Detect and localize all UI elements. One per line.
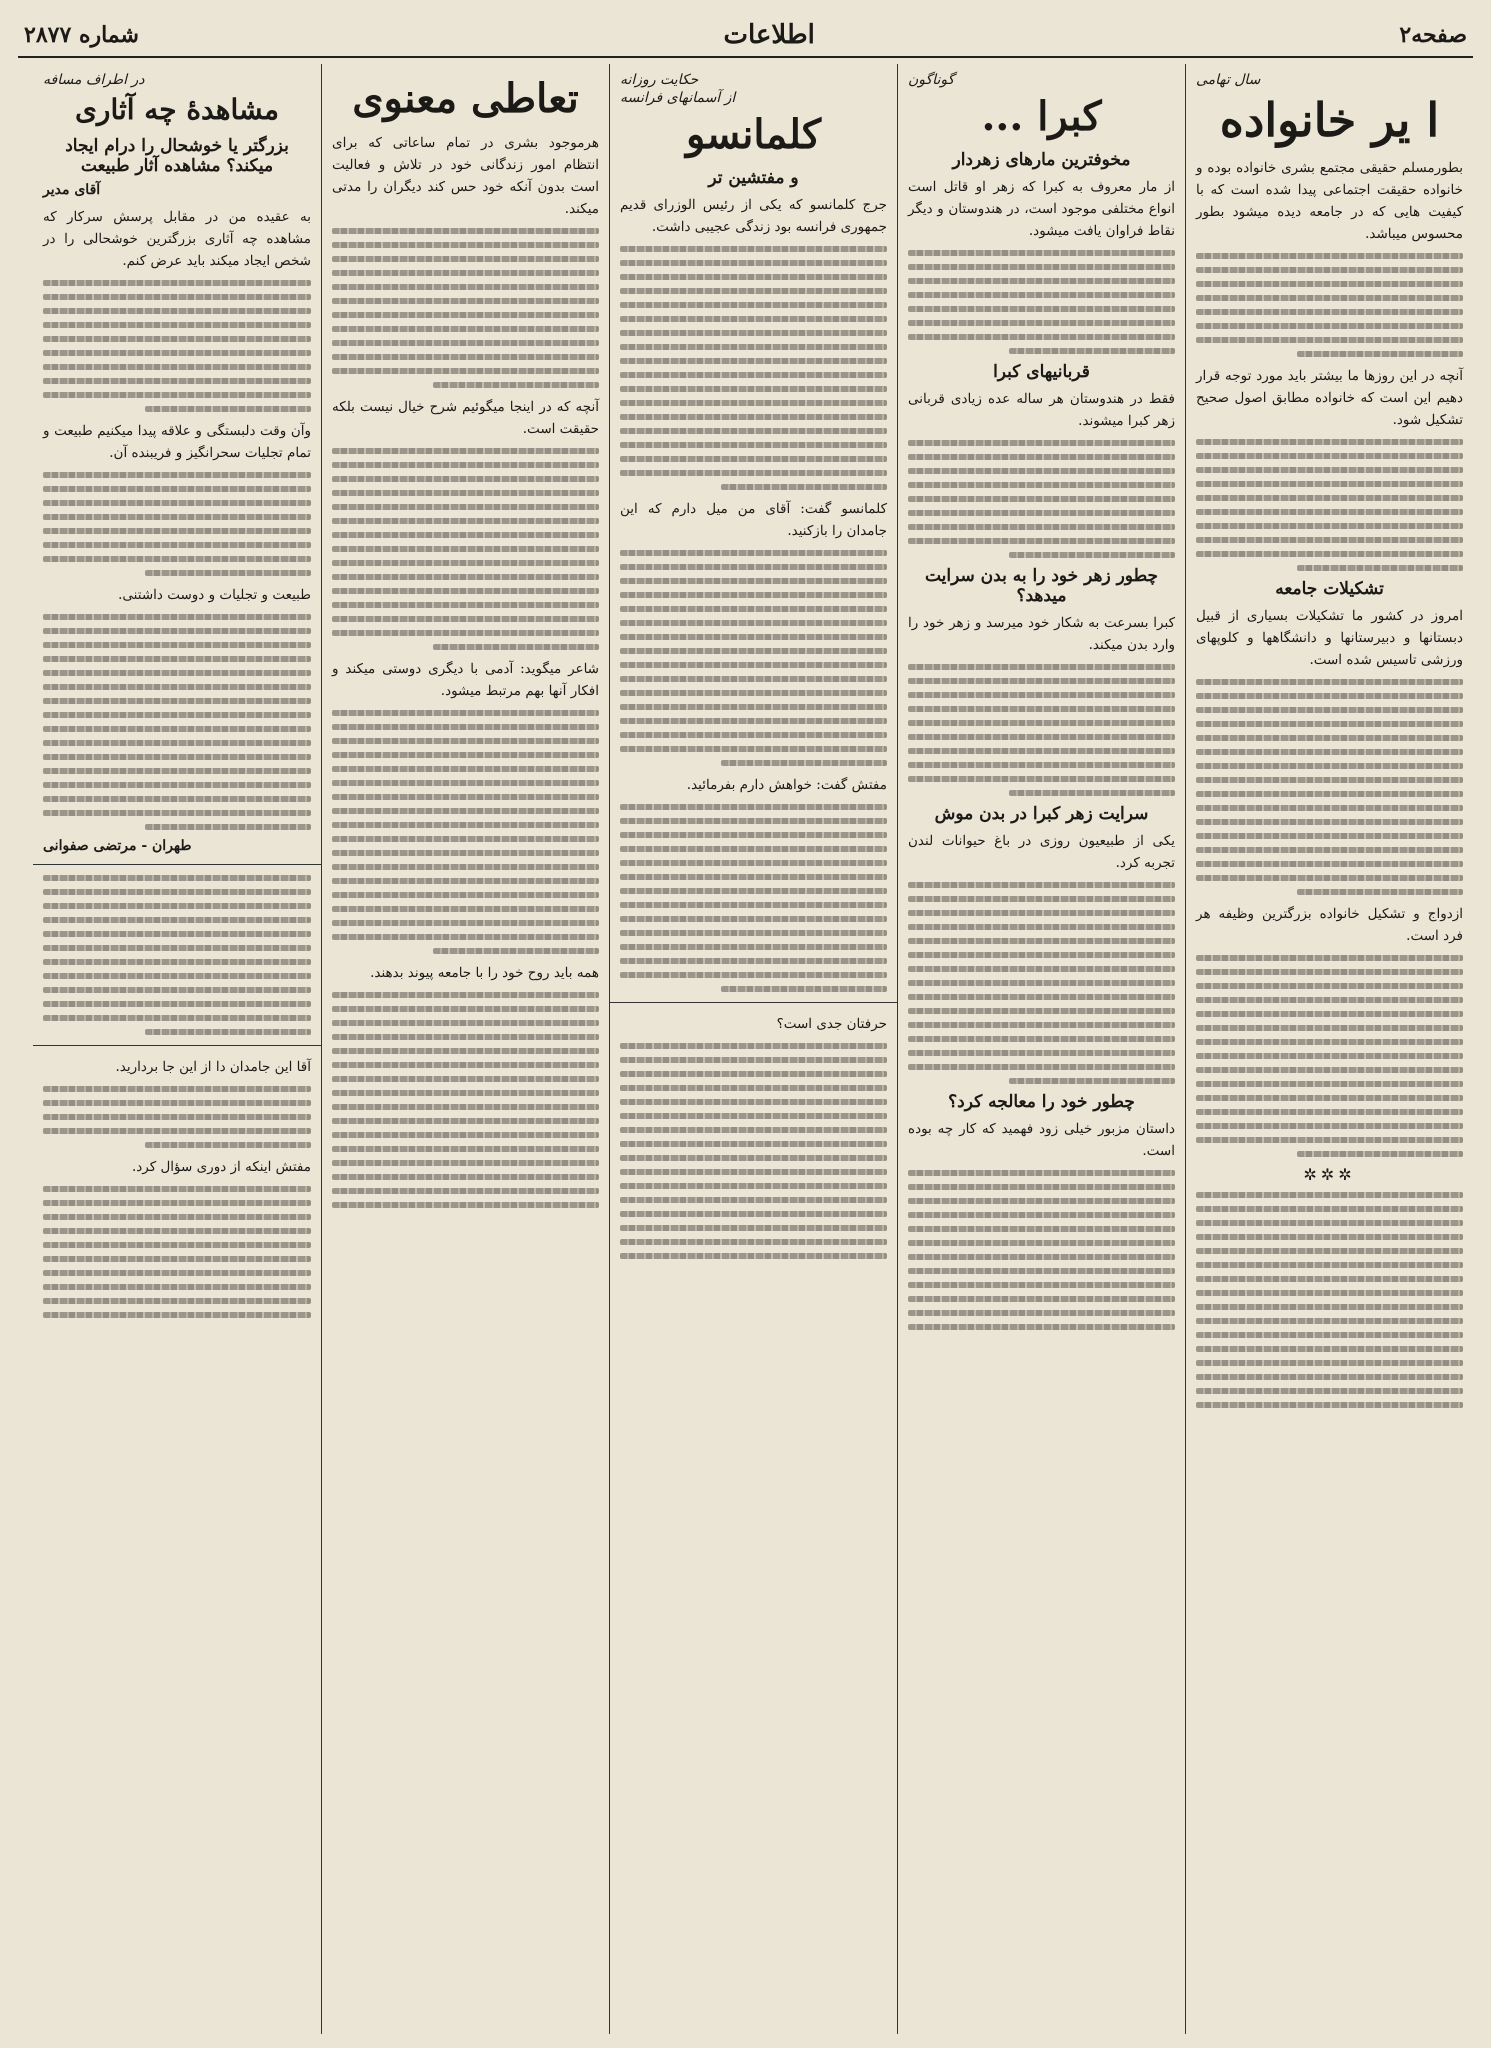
section-separator: ✲✲✲	[1303, 1164, 1356, 1184]
column-cobra	[897, 64, 1185, 2034]
text-block	[1196, 439, 1463, 571]
article-paragraph: جرج کلمانسو که یکی از رئیس الوزرای قدیم جمهوری فرانسه بود زندگی عجیبی داشت.	[620, 197, 887, 235]
page-label: صفحه۲	[1399, 22, 1467, 48]
text-block	[908, 250, 1175, 354]
article-paragraph: از مار معروف به کبرا که زهر او قاتل است انواع مختلفی موجود است، در هندوستان و دیگر نقاط فراوان یافت میشود.	[908, 179, 1175, 239]
article-subheading: قربانیهای کبرا	[993, 362, 1090, 382]
column-kicker: در اطراف مسافه	[43, 72, 145, 88]
column-kicker: سال تهامی	[1196, 72, 1261, 88]
text-block	[620, 1043, 887, 1259]
text-block	[1196, 1192, 1463, 1408]
column-kicker: حکایت روزانه	[620, 72, 699, 88]
article-subheading: مخوفترین مارهای زهردار	[952, 150, 1131, 170]
article-paragraph: امروز در کشور ما تشکیلات بسیاری از قبیل دبستانها و دبیرستانها و دانشگاهها و کلوپهای ورزشی تاسیس شده است.	[1196, 607, 1463, 668]
article-subheading: چطور زهر خود را به بدن سرایت میدهد؟	[924, 566, 1159, 606]
article-paragraph: کبرا بسرعت به شکار خود میرسد و زهر خود را وارد بدن میکند.	[908, 615, 1175, 653]
article-paragraph: یکی از طبیعیون روزی در باغ حیوانات لندن تجربه کرد.	[908, 833, 1175, 871]
article-paragraph: بطورمسلم حقیقی مجتمع بشری خانواده بوده و خانواده حقیقت اجتماعی پیدا شده است که با کیفیت هایی که در جامعه دیده میشود بطور محسوس میباشد.	[1196, 159, 1463, 242]
text-block	[332, 992, 599, 1208]
text-block	[620, 804, 887, 992]
text-block	[332, 228, 599, 388]
text-block	[908, 882, 1175, 1084]
column-nature	[33, 64, 321, 2034]
article-paragraph: هرموجود بشری در تمام ساعاتی که برای انتظام امور زندگانی خود در تلاش و فعالیت است بدون آنکه خود حس کند دیگران را مدتی میکند.	[332, 135, 599, 217]
paper-name: اطلاعات	[723, 20, 815, 50]
article-byline: آقای مدیر	[43, 182, 101, 199]
article-paragraph: مفتش اینکه از دوری سؤال کرد.	[132, 1159, 311, 1176]
issue-label: شماره ۲۸۷۷	[24, 22, 139, 48]
text-block	[908, 664, 1175, 796]
article-paragraph: فقط در هندوستان هر ساله عده زیادی قربانی زهر کبرا میشوند.	[908, 391, 1175, 429]
column-family	[1185, 64, 1473, 2034]
article-paragraph: حرفتان جدی است؟	[776, 1016, 887, 1032]
article-paragraph: به عقیده من در مقابل پرسش سرکار که مشاهده چه آثاری بزرگترین خوشحالی را در شخص ایجاد میکند باید عرض کنم.	[43, 209, 311, 270]
article-headline: تعاطی معنوی	[352, 75, 579, 122]
article-signature: طهران - مرتضی صفوانی	[43, 838, 192, 855]
text-block	[43, 1086, 311, 1148]
article-paragraph: ازدواج و تشکیل خانواده بزرگترین وظیفه هر فرد است.	[1196, 905, 1463, 944]
article-paragraph: همه باید روح خود را با جامعه پیوند بدهند.	[370, 965, 599, 981]
text-block	[43, 280, 311, 412]
text-block	[1196, 955, 1463, 1157]
column-divider	[610, 1002, 897, 1003]
column-divider	[33, 1045, 321, 1046]
article-paragraph: مفتش گفت: خواهش دارم بفرمائید.	[686, 777, 887, 793]
text-block	[1196, 253, 1463, 357]
article-paragraph: وآن وقت دلبستگی و علاقه پیدا میکنیم طبیعت و تمام تجلیات سحرانگیز و فریبنده آن.	[43, 423, 311, 462]
text-block	[332, 710, 599, 954]
article-paragraph: شاعر میگوید: آدمی با دیگری دوستی میکند و افکار آنها بهم مرتبط میشود.	[332, 661, 599, 699]
column-divider	[33, 864, 321, 865]
article-subheading: و مفتشین تر	[708, 168, 799, 188]
article-headline: ا یر خانواده	[1219, 93, 1440, 147]
article-headline: کلمانسو	[685, 111, 822, 158]
article-paragraph: آنچه در این روزها ما بیشتر باید مورد توجه قرار دهیم این است که خانواده مطابق اصول صحیح تشکیل شود.	[1196, 367, 1463, 428]
columns	[18, 64, 1473, 2034]
article-headline: کبرا ...	[981, 93, 1102, 140]
column-kicker: گوناگون	[908, 72, 955, 88]
text-block	[43, 875, 311, 1035]
article-paragraph: داستان مزبور خیلی زود فهمید که کار چه بوده است.	[908, 1121, 1175, 1159]
column-spiritual	[321, 64, 609, 2034]
article-subheading: بزرگتر یا خوشحال را درام ایجاد میکند؟ مشاهده آثار طبیعت	[65, 136, 289, 177]
column-kicker-secondary: از آسمانهای فرانسه	[620, 90, 736, 106]
article-paragraph: کلمانسو گفت: آقای من میل دارم که این جامدان را بازکنید.	[620, 501, 887, 539]
column-clemenceau	[609, 64, 897, 2034]
text-block	[620, 246, 887, 490]
article-paragraph: طبیعت و تجلیات و دوست داشتنی.	[118, 587, 311, 604]
text-block	[43, 1186, 311, 1318]
article-subheading: تشکیلات جامعه	[1275, 578, 1384, 599]
article-headline: مشاهدهٔ چه آثاری	[75, 93, 279, 126]
masthead	[18, 14, 1473, 58]
article-paragraph: آنچه که در اینجا میگوئیم شرح خیال نیست بلکه حقیقت است.	[332, 399, 599, 437]
text-block	[620, 550, 887, 766]
text-block	[332, 448, 599, 650]
text-block	[908, 1170, 1175, 1330]
text-block	[908, 440, 1175, 558]
article-subheading: سرایت زهر کبرا در بدن موش	[934, 804, 1149, 824]
text-block	[43, 472, 311, 576]
text-block	[1196, 679, 1463, 895]
text-block	[43, 614, 311, 830]
article-subheading: چطور خود را معالجه کرد؟	[948, 1092, 1135, 1112]
article-paragraph: آقا این جامدان دا از این جا بردارید.	[115, 1059, 311, 1076]
